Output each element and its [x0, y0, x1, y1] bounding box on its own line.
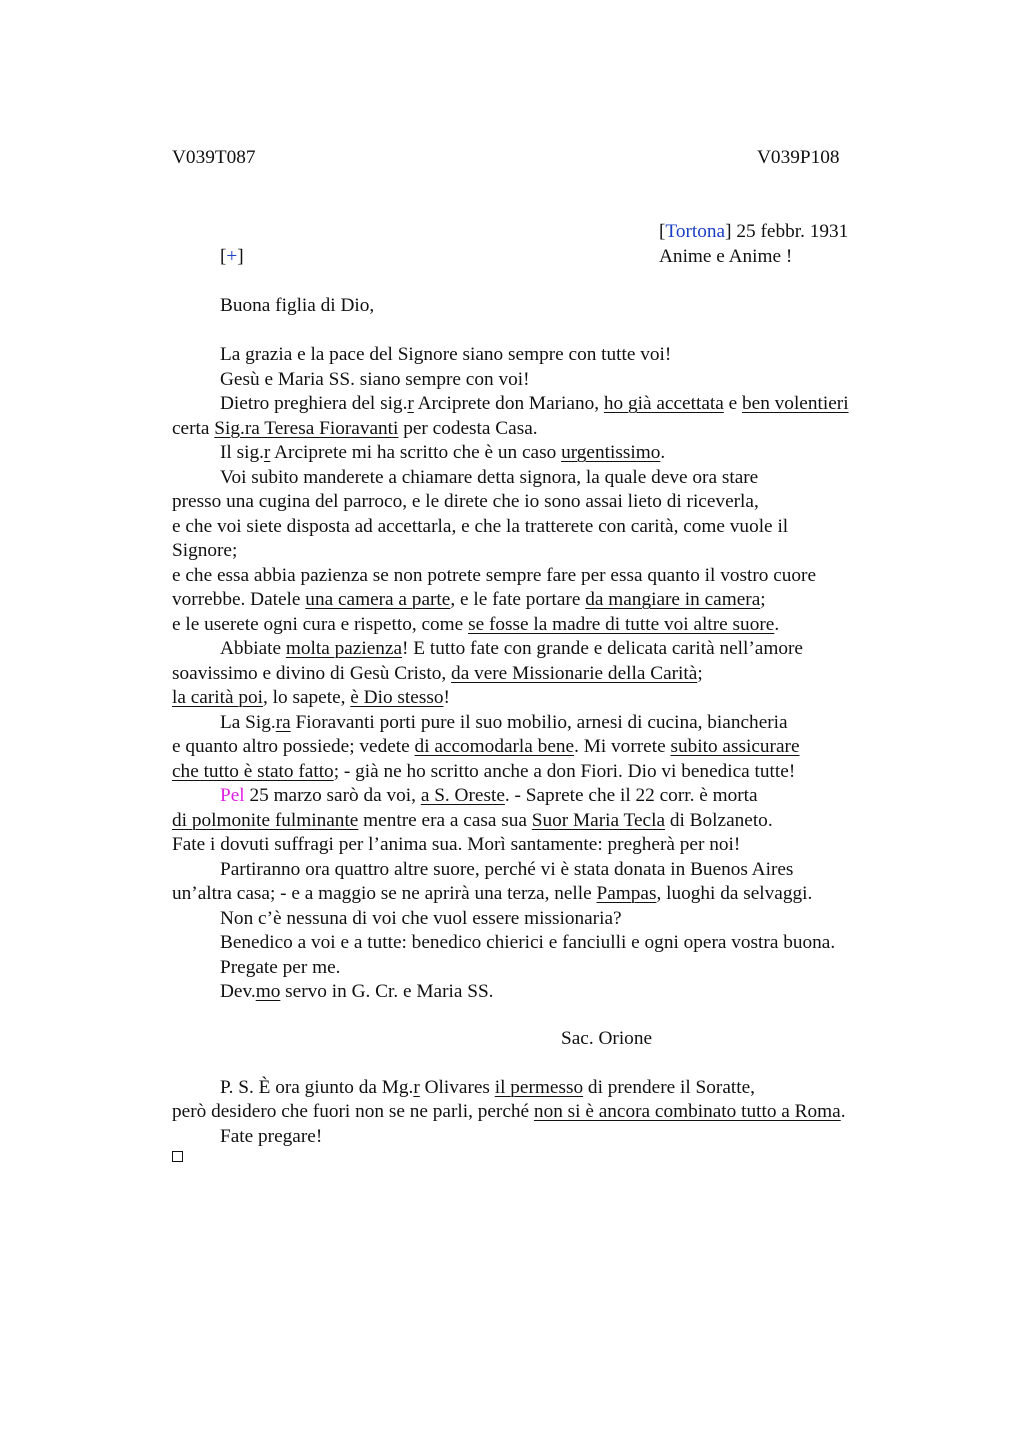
body-line: e che essa abbia pazienza se non potrete sempre fare per essa quanto il vostro cuore: [172, 564, 817, 586]
body-line: presso una cugina del parroco, e le direte che io sono assai lieto di riceverla,: [172, 491, 759, 512]
body-line: Partiranno ora quattro altre suore, perché vi è stata donata in Buenos Aires: [220, 858, 794, 880]
motto: Anime e Anime !: [659, 246, 793, 267]
body-line: Fate i dovuti suffragi per l’anima sua. Morì santamente: pregherà per noi!: [172, 834, 741, 855]
body-line: Dietro preghiera del sig.r Arciprete don Mariano, ho già accettata e ben volentieri: [220, 393, 849, 414]
postscript-line: però desidero che fuori non se ne parli, perché non si è ancora combinato tutto a Roma.: [172, 1101, 846, 1122]
body-line: soavissimo e divino di Gesù Cristo, da vere Missionarie della Carità;: [172, 662, 703, 684]
body-line: Pregate per me.: [220, 956, 341, 978]
body-line: e che voi siete disposta ad accettarla, e che la tratterete con carità, come vuole il: [172, 515, 789, 537]
body-line: di polmonite fulminante mentre era a casa sua Suor Maria Tecla di Bolzaneto.: [172, 809, 773, 831]
body-line: e quanto altro possiede; vedete di accomodarla bene. Mi vorrete subito assicurare: [172, 736, 800, 757]
body-line: che tutto è stato fatto; - già ne ho scritto anche a don Fiori. Dio vi benedica tutte!: [172, 760, 796, 782]
body-line: Dev.mo servo in G. Cr. e Maria SS.: [220, 981, 494, 1002]
cross-mark: [+]: [220, 246, 244, 267]
postscript-line: P. S. È ora giunto da Mg.r Olivares il permesso di prendere il Soratte,: [220, 1077, 755, 1098]
end-box-icon: [172, 1151, 183, 1162]
document-code-left: V039T087: [172, 147, 256, 168]
body-line: Non c’è nessuna di voi che vuol essere missionaria?: [220, 907, 622, 929]
letter-body: [172, 343, 912, 1005]
body-line: Il sig.r Arciprete mi ha scritto che è un caso urgentissimo.: [220, 442, 666, 463]
body-line: Gesù e Maria SS. siano sempre con voi!: [220, 368, 530, 390]
body-line: La grazia e la pace del Signore siano sempre con tutte voi!: [220, 344, 672, 365]
body-line: La Sig.ra Fioravanti porti pure il suo mobilio, arnesi di cucina, biancheria: [220, 711, 788, 733]
body-line: Pel 25 marzo sarò da voi, a S. Oreste. - Saprete che il 22 corr. è morta: [220, 785, 758, 806]
document-code-right: V039P108: [757, 147, 840, 168]
body-line: un’altra casa; - e a maggio se ne aprirà una terza, nelle Pampas, luoghi da selvaggi.: [172, 883, 813, 904]
body-line: e le userete ogni cura e rispetto, come se fosse la madre di tutte voi altre suore.: [172, 613, 780, 635]
salutation: Buona figlia di Dio,: [220, 295, 375, 316]
body-line: Benedico a voi e a tutte: benedico chierici e fanciulli e ogni opera vostra buona.: [220, 932, 836, 953]
body-line: vorrebbe. Datele una camera a parte, e le fate portare da mangiare in camera;: [172, 589, 766, 610]
body-line: Signore;: [172, 540, 238, 561]
signature: Sac. Orione: [561, 1028, 653, 1049]
body-line: certa Sig.ra Teresa Fioravanti per codesta Casa.: [172, 417, 538, 439]
place-name: Tortona: [665, 221, 726, 242]
letter-date: 25 febbr. 1931: [731, 221, 849, 242]
postscript-line: Fate pregare!: [220, 1126, 323, 1147]
body-line: Voi subito manderete a chiamare detta signora, la quale deve ora stare: [220, 466, 759, 488]
body-line: Abbiate molta pazienza! E tutto fate con grande e delicata carità nell’amore: [220, 638, 803, 659]
body-line: la carità poi, lo sapete, è Dio stesso!: [172, 687, 450, 708]
place-date: [Tortona] 25 febbr. 1931: [659, 221, 849, 242]
